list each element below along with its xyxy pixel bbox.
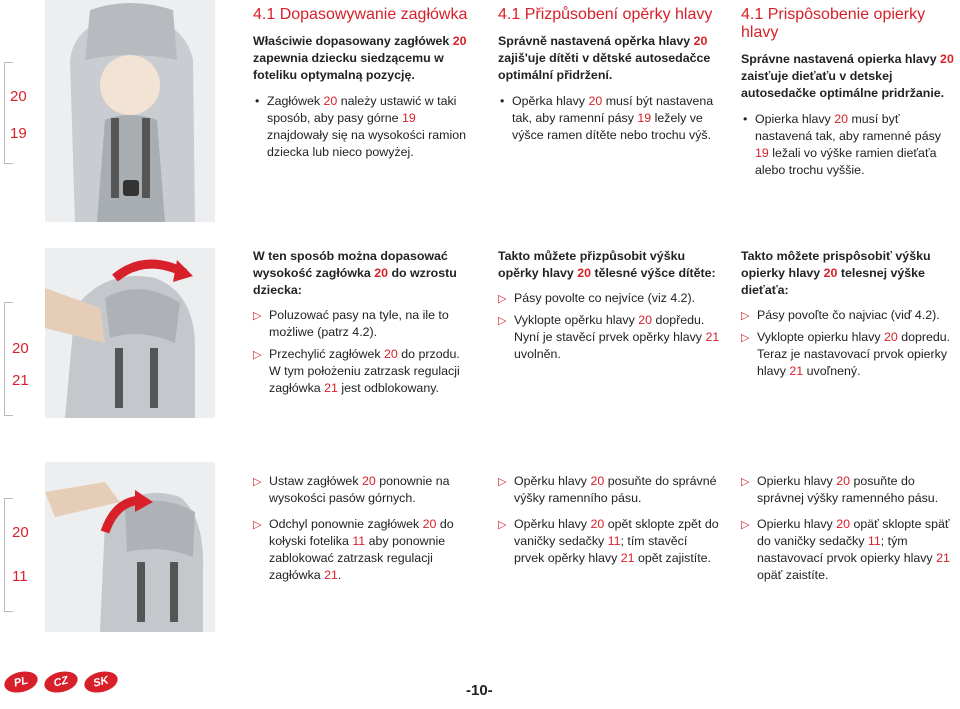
pl-section-1 bbox=[253, 6, 478, 161]
cz-section-3 bbox=[498, 473, 720, 572]
arrow-icon: ▷ bbox=[741, 310, 750, 322]
cz-bullet: • Opěrka hlavy 20 musí být nastavena tak, aby ramenní pásy 19 ležely ve výšce ramen dítěte nebo trochu výš. bbox=[498, 93, 720, 144]
pl-step-lock: ▷ Odchyl ponownie zagłówek 20 do kołyski fotelika 11 aby ponownie zablokować zatrzask regulacji zagłówka 21. bbox=[253, 517, 454, 582]
callout-19: 19 bbox=[10, 125, 27, 142]
pl-intro: W ten sposób można dopasować wysokość zagłówka 20 do wzrostu dziecka: bbox=[253, 249, 457, 297]
sk-bullet: • Opierka hlavy 20 musí byť nastavená tak, aby ramenné pásy 19 ležali vo výške ramien dieťaťa alebo trochu vyššie. bbox=[741, 111, 954, 179]
sk-heading-number: 4.1 bbox=[741, 6, 764, 23]
cz-intro: Takto můžete přizpůsobit výšku opěrky hlavy 20 tělesné výšce dítěte: bbox=[498, 249, 716, 280]
page-number: -10- bbox=[466, 682, 493, 699]
sk-section-2 bbox=[741, 248, 954, 385]
cz-heading-text: Přizpůsobení opěrky hlavy bbox=[524, 6, 713, 23]
pl-heading bbox=[253, 6, 478, 24]
arrow-icon: ▷ bbox=[498, 519, 507, 531]
pl-bullet: • Zagłówek 20 należy ustawić w taki sposób, aby pasy górne 19 znajdowały się na wysokości ramion dziecka lub nieco powyżej. bbox=[253, 93, 478, 161]
sk-step-lock: ▷ Opierku hlavy 20 opäť sklopte späť do vaničky sedačky 11; tým nastavovací prvok opierky hlavy 21 opäť zaistíte. bbox=[741, 517, 950, 582]
callout-21: 21 bbox=[12, 372, 29, 389]
cz-step-loosen: ▷ Pásy povolte co nejvíce (viz 4.2). bbox=[498, 290, 720, 307]
callout-20: 20 bbox=[10, 88, 27, 105]
cz-section-2 bbox=[498, 248, 720, 368]
lock-headrest-illustration bbox=[45, 462, 215, 632]
pl-heading-number: 4.1 bbox=[253, 6, 276, 23]
sk-lead: Správne nastavená opierka hlavy 20 zaisťuje dieťaťu v detskej autosedačke optimálne pridržanie. bbox=[741, 52, 954, 100]
cz-heading-number: 4.1 bbox=[498, 6, 521, 23]
language-flags bbox=[4, 672, 124, 692]
sk-heading bbox=[741, 6, 954, 42]
photo-child-in-seat bbox=[45, 0, 215, 222]
arrow-icon: ▷ bbox=[253, 519, 262, 531]
arrow-icon: ▷ bbox=[498, 293, 507, 305]
arrow-icon: ▷ bbox=[741, 476, 750, 488]
flag-sk: SK bbox=[82, 668, 120, 696]
sk-step-set-height: ▷ Opierku hlavy 20 posuňte do správnej výšky ramenného pásu. bbox=[741, 474, 939, 505]
cz-heading bbox=[498, 6, 720, 24]
photo-lock-headrest bbox=[45, 462, 215, 632]
cz-section-1 bbox=[498, 6, 720, 144]
figure-bracket-1 bbox=[4, 62, 13, 164]
sk-step-loosen: ▷ Pásy povoľte čo najviac (viď 4.2). bbox=[741, 307, 954, 324]
arrow-icon: ▷ bbox=[253, 476, 262, 488]
cz-step-lock: ▷ Opěrku hlavy 20 opět sklopte zpět do vaničky sedačky 11; tím stavěcí prvek opěrky hlavy 21 opět zajistíte. bbox=[498, 517, 719, 565]
arrow-icon: ▷ bbox=[741, 519, 750, 531]
arrow-icon: ▷ bbox=[253, 310, 262, 322]
figure-bracket-2 bbox=[4, 302, 13, 416]
flag-cz: CZ bbox=[42, 668, 80, 696]
cz-lead: Správně nastavená opěrka hlavy 20 zajiš'uje dítěti v dětské autosedačce optimální přidržení. bbox=[498, 34, 711, 82]
arrow-icon: ▷ bbox=[498, 476, 507, 488]
arrow-icon: ▷ bbox=[741, 332, 750, 344]
pl-section-2 bbox=[253, 248, 478, 402]
sk-step-tilt: ▷ Vyklopte opierku hlavy 20 dopredu. Teraz je nastavovací prvok opierky hlavy 21 uvoľnený. bbox=[741, 330, 951, 378]
cz-step-set-height: ▷ Opěrku hlavy 20 posuňte do správné výšky ramenního pásu. bbox=[498, 474, 717, 505]
sk-section-3 bbox=[741, 473, 954, 589]
callout-20: 20 bbox=[12, 524, 29, 541]
callout-20: 20 bbox=[12, 340, 29, 357]
pl-heading-text: Dopasowywanie zagłówka bbox=[279, 6, 468, 23]
tilt-headrest-illustration bbox=[45, 248, 215, 418]
arrow-icon: ▷ bbox=[253, 349, 262, 361]
pl-step-set-height: ▷ Ustaw zagłówek 20 ponownie na wysokości pasów górnych. bbox=[253, 474, 450, 505]
sk-intro: Takto môžete prispôsobiť výšku opierky hlavy 20 telesnej výške dieťaťa: bbox=[741, 249, 931, 297]
figure-bracket-3 bbox=[4, 498, 13, 612]
arrow-icon: ▷ bbox=[498, 315, 507, 327]
pl-step-loosen: ▷ Poluzować pasy na tyle, na ile to możliwe (patrz 4.2). bbox=[253, 308, 449, 339]
pl-lead: Właściwie dopasowany zagłówek 20 zapewnia dziecku siedzącemu w foteliku optymalną pozycję. bbox=[253, 34, 467, 82]
pl-step-tilt: ▷ Przechylić zagłówek 20 do przodu. W tym położeniu zatrzask regulacji zagłówka 21 jest odblokowany. bbox=[253, 347, 460, 395]
photo-tilt-headrest bbox=[45, 248, 215, 418]
cz-step-tilt: ▷ Vyklopte opěrku hlavy 20 dopředu. Nyní je stavěcí prvek opěrky hlavy 21 uvolněn. bbox=[498, 313, 720, 361]
sk-heading-text: Prispôsobenie opierky hlavy bbox=[741, 6, 926, 41]
sk-section-1 bbox=[741, 6, 954, 179]
pl-section-3 bbox=[253, 473, 478, 589]
flag-pl: PL bbox=[2, 668, 40, 696]
callout-11: 11 bbox=[12, 568, 28, 585]
child-seat-illustration bbox=[45, 0, 215, 222]
